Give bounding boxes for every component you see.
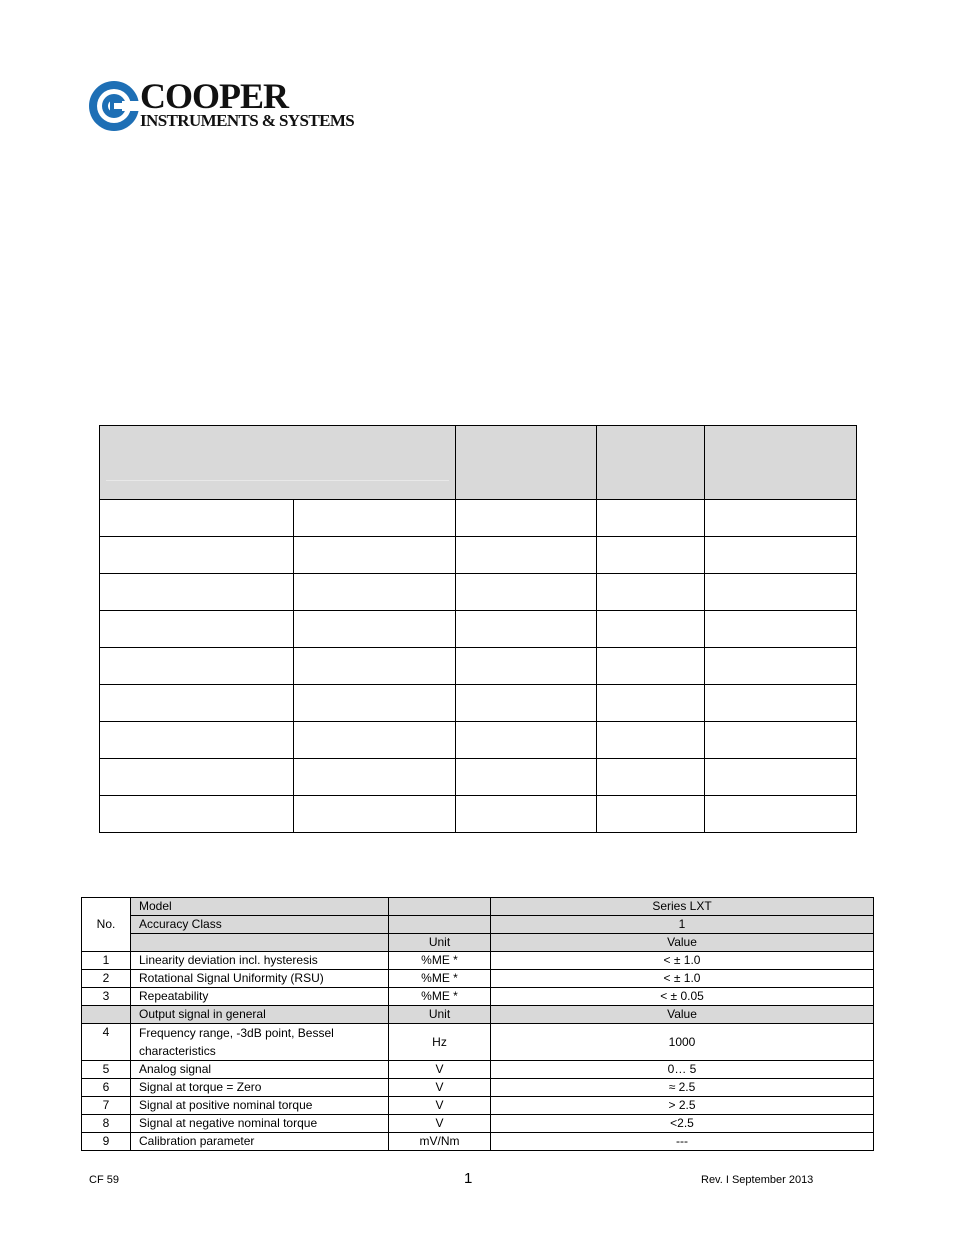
- row-unit: V: [389, 1061, 491, 1079]
- empty-table-row: [100, 574, 857, 611]
- empty-table-header-cell: [597, 426, 705, 500]
- row-unit: V: [389, 1097, 491, 1115]
- row-value: <2.5: [491, 1115, 874, 1133]
- model-value: Series LXT: [491, 898, 874, 916]
- empty-table-header-cell: [705, 426, 857, 500]
- table-row: [82, 988, 874, 1006]
- row-value: ---: [491, 1133, 874, 1151]
- row-number: 2: [82, 970, 131, 988]
- no-header: No.: [82, 898, 131, 952]
- empty-table-header-row: [100, 426, 857, 500]
- empty-table-row: [100, 611, 857, 648]
- row-number: 3: [82, 988, 131, 1006]
- table-row: [82, 1024, 874, 1061]
- row-unit: %ME *: [389, 970, 491, 988]
- param-header-cell: [131, 934, 389, 952]
- row-value: < ± 1.0: [491, 970, 874, 988]
- row-value: < ± 1.0: [491, 952, 874, 970]
- spec-accuracy-row: [82, 916, 874, 934]
- row-number: 6: [82, 1079, 131, 1097]
- empty-table-row: [100, 759, 857, 796]
- row-number: 5: [82, 1061, 131, 1079]
- row-number: 7: [82, 1097, 131, 1115]
- cooper-logo-mark-icon: [88, 79, 140, 133]
- spec-table: [81, 897, 874, 1151]
- section-number-cell: [82, 1006, 131, 1024]
- row-value: ≈ 2.5: [491, 1079, 874, 1097]
- accuracy-label: Accuracy Class: [131, 916, 389, 934]
- row-parameter: Analog signal: [131, 1061, 389, 1079]
- row-value: > 2.5: [491, 1097, 874, 1115]
- row-parameter: Signal at positive nominal torque: [131, 1097, 389, 1115]
- model-unit-cell: [389, 898, 491, 916]
- row-parameter: Repeatability: [131, 988, 389, 1006]
- empty-table-row: [100, 685, 857, 722]
- footer-doc-code: CF 59: [89, 1174, 119, 1186]
- spec-unit-header-row: [82, 934, 874, 952]
- row-parameter: Signal at negative nominal torque: [131, 1115, 389, 1133]
- accuracy-value: 1: [491, 916, 874, 934]
- table-row: [82, 1133, 874, 1151]
- company-logo: [88, 76, 378, 135]
- table-row: [82, 1115, 874, 1133]
- empty-table-header-cell: [456, 426, 597, 500]
- row-unit: V: [389, 1115, 491, 1133]
- model-label: Model: [131, 898, 389, 916]
- row-unit: %ME *: [389, 952, 491, 970]
- row-parameter: Linearity deviation incl. hysteresis: [131, 952, 389, 970]
- row-unit: mV/Nm: [389, 1133, 491, 1151]
- row-unit: %ME *: [389, 988, 491, 1006]
- section-value-header: Value: [491, 1006, 874, 1024]
- row-value: 0… 5: [491, 1061, 874, 1079]
- row-unit: V: [389, 1079, 491, 1097]
- spec-model-row: [82, 898, 874, 916]
- logo-wordmark-subtitle: INSTRUMENTS & SYSTEMS: [140, 111, 355, 130]
- footer-revision: Rev. I September 2013: [701, 1174, 814, 1186]
- logo-wordmark-cooper: COOPER: [140, 76, 289, 116]
- row-parameter: Rotational Signal Uniformity (RSU): [131, 970, 389, 988]
- table-row: [82, 952, 874, 970]
- section-unit-header: Unit: [389, 1006, 491, 1024]
- row-parameter: Frequency range, -3dB point, Bessel characteristics: [131, 1024, 389, 1061]
- row-number: 1: [82, 952, 131, 970]
- table-row: [82, 1061, 874, 1079]
- row-number: 4: [82, 1024, 131, 1061]
- section-label: Output signal in general: [131, 1006, 389, 1024]
- row-unit: Hz: [389, 1024, 491, 1061]
- row-number: 8: [82, 1115, 131, 1133]
- table-row: [82, 970, 874, 988]
- empty-table-header-cell: [100, 426, 456, 500]
- empty-table-row: [100, 796, 857, 833]
- value-header: Value: [491, 934, 874, 952]
- table-row: [82, 1079, 874, 1097]
- empty-table-row: [100, 722, 857, 759]
- empty-table: [99, 425, 857, 833]
- row-parameter: Calibration parameter: [131, 1133, 389, 1151]
- empty-table-row: [100, 648, 857, 685]
- footer-page-number: 1: [464, 1170, 473, 1187]
- table-row: [82, 1097, 874, 1115]
- empty-table-row: [100, 500, 857, 537]
- unit-header: Unit: [389, 934, 491, 952]
- row-parameter: Signal at torque = Zero: [131, 1079, 389, 1097]
- row-value: 1000: [491, 1024, 874, 1061]
- accuracy-unit-cell: [389, 916, 491, 934]
- empty-table-row: [100, 537, 857, 574]
- row-value: < ± 0.05: [491, 988, 874, 1006]
- row-number: 9: [82, 1133, 131, 1151]
- spec-section-row: [82, 1006, 874, 1024]
